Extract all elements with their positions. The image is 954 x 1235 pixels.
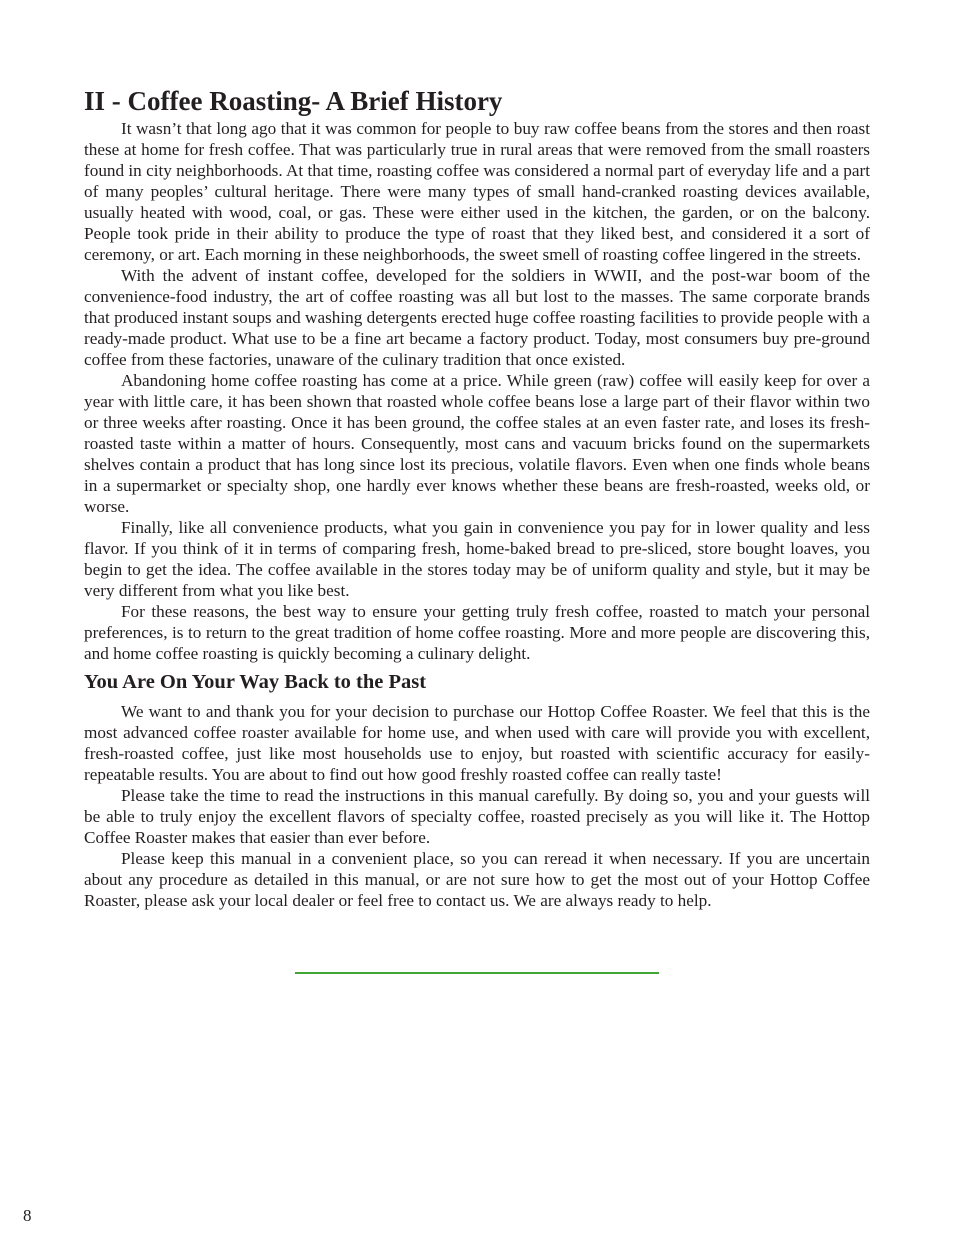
past-paragraph-2: Please take the time to read the instructions in this manual carefully. By doing so, you and your guests will be able to truly enjoy the excellent flavors of specialty coffee, roasted precisely as you will like it. The Hottop Coffee Roaster makes that easier than ever before.	[84, 786, 870, 847]
green-divider	[295, 972, 659, 974]
history-paragraph-1: It wasn’t that long ago that it was common for people to buy raw coffee beans from the stores and then roast these at home for fresh coffee. That was particularly true in rural areas that were removed from the small roasters found in city neighborhoods. At that time, roasting coffee was considered a normal part of everyday life and a part of many peoples’ cultural heritage. There were many types of small hand-cranked roasting devices available, usually heated with wood, coal, or gas. These were either used in the kitchen, the garden, or on the balcony. People took pride in their ability to produce the type of roast that they liked best, and considered it a sort of ceremony, or art. Each morning in these neighborhoods, the sweet smell of roasting coffee lingered in the streets.	[84, 119, 870, 264]
section-title: II - Coffee Roasting- A Brief History	[84, 86, 503, 116]
history-paragraph-4: Finally, like all convenience products, what you gain in convenience you pay for in lower quality and less flavor. If you think of it in terms of comparing fresh, home-baked bread to pre-sliced, store bought loaves, you begin to get the idea. The coffee available in the stores today may be of uniform quality and style, but it may be very different from what you like best.	[84, 518, 870, 600]
history-paragraph-5: For these reasons, the best way to ensure your getting truly fresh coffee, roasted to match your personal preferences, is to return to the great tradition of home coffee roasting. More and more people are discovering this, and home coffee roasting is quickly becoming a culinary delight.	[84, 602, 870, 663]
history-paragraph-3: Abandoning home coffee roasting has come at a price. While green (raw) coffee will easily keep for over a year with little care, it has been shown that roasted whole coffee beans lose a large part of their flavor within two or three weeks after roasting. Once it has been ground, the coffee stales at an even faster rate, and loses its fresh-roasted taste within a matter of hours. Consequently, most cans and vacuum bricks found on the supermarkets shelves contain a product that has long since lost its precious, volatile flavors. Even when one finds whole beans in a supermarket or specialty shop, one hardly ever knows whether these beans are fresh-roasted, weeks old, or worse.	[84, 371, 870, 516]
past-paragraph-1: We want to and thank you for your decision to purchase our Hottop Coffee Roaster. We feel that this is the most advanced coffee roaster available for home use, and when used with care will provide you with excellent, fresh-roasted coffee, just like most households use to enjoy, but roasted with scientific accuracy for easily-repeatable results. You are about to find out how good freshly roasted coffee can really taste!	[84, 702, 870, 784]
page-content	[84, 84, 870, 911]
subsection-title: You Are On Your Way Back to the Past	[84, 671, 427, 693]
page-number: 8	[23, 1206, 32, 1225]
history-paragraph-2: With the advent of instant coffee, developed for the soldiers in WWII, and the post-war boom of the convenience-food industry, the art of coffee roasting was all but lost to the masses. The same corporate brands that produced instant soups and washing detergents erected huge coffee roasting facilities to provide people with a ready-made product. What use to be a fine art became a factory product. Today, most consumers buy pre-ground coffee from these factories, unaware of the culinary tradition that once existed.	[84, 266, 870, 369]
past-paragraph-3: Please keep this manual in a convenient place, so you can reread it when necessary. If you are uncertain about any procedure as detailed in this manual, or are not sure how to get the most out of your Hottop Coffee Roaster, please ask your local dealer or feel free to contact us. We are always ready to help.	[84, 849, 870, 910]
